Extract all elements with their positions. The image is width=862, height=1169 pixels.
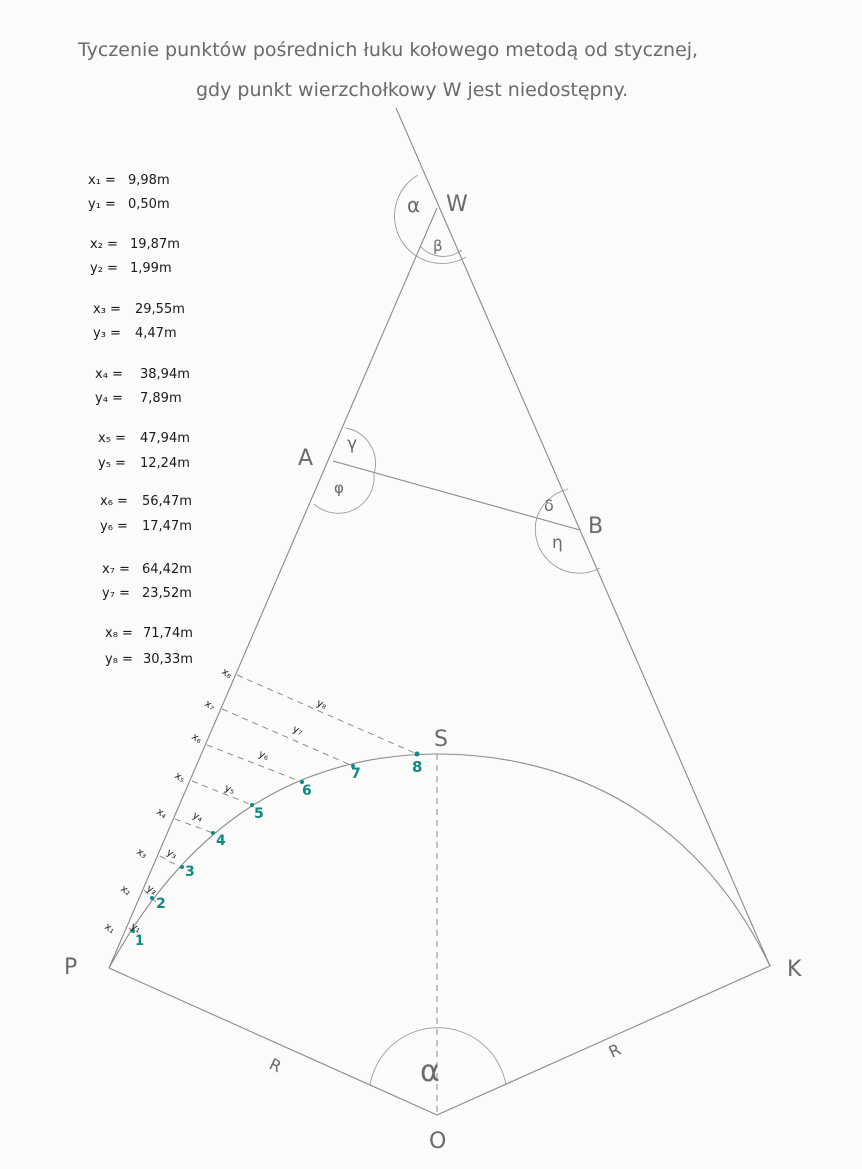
table-y-value-6: 17,47m: [142, 519, 192, 534]
offset-x-label-4: x₄: [154, 806, 169, 822]
table-y-label-2: y₂ =: [90, 261, 118, 276]
line-A-B: [333, 461, 580, 530]
offset-6: [207, 745, 302, 782]
table-y-label-5: y₅ =: [98, 456, 126, 471]
table-x-label-3: x₃ =: [93, 302, 121, 317]
label-gamma: γ: [347, 434, 358, 454]
table-x-value-6: 56,47m: [142, 494, 192, 509]
geometry: [109, 108, 770, 1115]
label-eta: η: [552, 533, 563, 553]
point-label-4: 4: [216, 833, 226, 849]
point-label-1: 1: [135, 934, 145, 949]
label-beta: β: [433, 237, 443, 255]
angle-arc-phi: [314, 474, 374, 513]
point-label-2: 2: [156, 896, 166, 912]
table-y-label-1: y₁ =: [88, 197, 116, 212]
arc-point-3: [180, 865, 184, 869]
label-P: P: [64, 955, 78, 980]
offset-y-label-6: y₆: [256, 748, 271, 763]
table-x-value-7: 64,42m: [142, 562, 192, 577]
title-line-2: gdy punkt wierzchołkowy W jest niedostępny.: [196, 79, 629, 101]
table-y-value-8: 30,33m: [143, 652, 193, 667]
table-y-label-6: y₆ =: [100, 519, 128, 534]
label-K: K: [787, 957, 802, 982]
point-label-5: 5: [254, 806, 264, 822]
label-delta: δ: [544, 496, 554, 515]
point-label-7: 7: [351, 766, 361, 782]
offset-x-label-3: x₃: [134, 846, 149, 862]
label-A: A: [298, 446, 314, 471]
offset-x-label-7: x₇: [202, 698, 217, 714]
point-label-8: 8: [412, 758, 423, 776]
label-R-left: R: [266, 1054, 285, 1077]
table-y-label-4: y₄ =: [95, 391, 123, 406]
offset-y-label-4: y₄: [190, 810, 205, 825]
table-x-value-4: 38,94m: [140, 367, 190, 382]
label-O: O: [429, 1129, 447, 1154]
angle-arc-alpha-top: [394, 175, 466, 264]
offset-y-label-8: y₈: [314, 697, 329, 712]
tangent-right: [396, 108, 770, 966]
offset-x-label-1: x₁: [102, 921, 117, 937]
offset-y-label-1: y₁: [128, 921, 143, 936]
offset-x-label-8: x₈: [219, 666, 234, 682]
table-y-label-7: y₇ =: [102, 586, 130, 601]
arc-point-8: [415, 752, 420, 757]
table-x-label-5: x₅ =: [98, 431, 126, 446]
point-label-3: 3: [185, 864, 195, 880]
table-x-label-6: x₆ =: [100, 494, 128, 509]
label-alpha-top: α: [407, 193, 421, 217]
table-y-value-1: 0,50m: [128, 197, 170, 212]
table-x-value-3: 29,55m: [135, 302, 185, 317]
table-y-value-5: 12,24m: [140, 456, 190, 471]
point-numbers: [135, 758, 422, 949]
point-label-6: 6: [302, 783, 312, 799]
radius-left: [109, 968, 437, 1115]
offset-5: [192, 781, 252, 805]
label-W: W: [446, 192, 468, 217]
table-y-value-3: 4,47m: [135, 326, 177, 341]
radius-right: [437, 966, 770, 1115]
label-phi: φ: [334, 479, 344, 497]
table-x-label-2: x₂ =: [90, 237, 118, 252]
offset-x-label-2: x₂: [118, 883, 133, 899]
table-x-label-8: x₈ =: [105, 626, 133, 641]
offset-x-label-6: x₆: [189, 731, 204, 747]
label-B: B: [588, 514, 604, 539]
offset-y-label-5: y₅: [222, 782, 237, 797]
arc-point-4: [211, 831, 215, 835]
offset-y-label-3: y₃: [164, 847, 179, 862]
offset-y-label-7: y₇: [290, 723, 305, 738]
table-x-label-1: x₁ =: [88, 173, 116, 188]
table-y-value-7: 23,52m: [142, 586, 192, 601]
offset-lines: [129, 675, 417, 935]
table-y-label-8: y₈ =: [105, 652, 133, 667]
coordinates-table: [88, 173, 193, 667]
label-R-right: R: [605, 1039, 624, 1062]
table-x-value-1: 9,98m: [128, 173, 170, 188]
table-x-value-2: 19,87m: [130, 237, 180, 252]
offset-labels: [102, 666, 328, 936]
table-x-label-4: x₄ =: [95, 367, 123, 382]
table-y-label-3: y₃ =: [93, 326, 121, 341]
table-y-value-4: 7,89m: [140, 391, 182, 406]
angle-labels: [266, 193, 623, 1089]
table-x-value-8: 71,74m: [143, 626, 193, 641]
title-line-1: Tyczenie punktów pośrednich łuku kołowego metodą od stycznej,: [78, 39, 699, 61]
offset-7: [222, 709, 353, 766]
circular-arc: [109, 754, 770, 968]
label-alpha-center: α: [420, 1054, 440, 1089]
offset-8: [237, 675, 417, 754]
table-x-label-7: x₇ =: [102, 562, 130, 577]
table-y-value-2: 1,99m: [130, 261, 172, 276]
offset-x-label-5: x₅: [172, 770, 187, 786]
angle-arcs: [314, 175, 600, 1085]
label-S: S: [434, 727, 448, 752]
offset-y-label-2: y₂: [144, 883, 159, 898]
table-x-value-5: 47,94m: [140, 431, 190, 446]
